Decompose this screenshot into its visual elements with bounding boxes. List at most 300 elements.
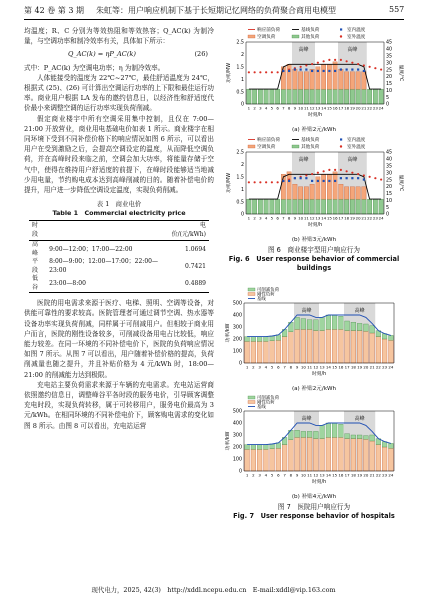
bar-rigid-load — [332, 437, 337, 471]
table-cell: 0.4889 — [163, 275, 209, 293]
x-tick-label: 9 — [295, 364, 299, 370]
outdoor-temp-point — [323, 170, 325, 172]
legend-label: 基线 — [257, 297, 266, 302]
x-tick-label: 12 — [309, 105, 315, 111]
bar-rigid-load — [382, 339, 387, 363]
x-tick-label: 20 — [355, 215, 361, 221]
bar-rigid-load — [264, 449, 269, 471]
legend-label: 基线负荷 — [301, 138, 320, 143]
bar-rigid-load — [382, 447, 387, 471]
y-tick-label: 0 — [238, 469, 242, 475]
outdoor-temp-point — [259, 71, 261, 73]
bar-ac-load — [310, 184, 314, 199]
indoor-temp-point — [311, 70, 313, 72]
bar-reducible-load — [264, 445, 269, 450]
paragraph: 人体能接受的温度为 22℃~27℃，最佳舒适温度为 24℃，根据式 (25)、(26) 可计算出空调运行功率的上下限和最佳运行功率。商业用户根据 LA 发布的邀约信息日，以经济性和舒适度代价最小来调整空调的运行功率实现负荷削减。 — [24, 73, 214, 113]
bar-reducible-load — [251, 445, 256, 450]
bar-ac-load — [321, 174, 325, 199]
x-tick-label: 14 — [321, 215, 327, 221]
fig7a-chart — [224, 287, 404, 383]
bar-reducible-load — [245, 337, 250, 342]
outdoor-temp-point — [271, 71, 273, 73]
legend-label: 基线 — [257, 405, 266, 410]
bar-reducible-load — [270, 444, 275, 449]
x-tick-label: 5 — [270, 105, 274, 111]
table-caption-en: Table 1 Commercial electricity price — [52, 209, 186, 218]
y2-tick-label: 5 — [386, 95, 390, 101]
y-tick-label: 2 — [240, 53, 244, 59]
x-tick-label: 3 — [258, 472, 261, 478]
outdoor-temp-point — [311, 63, 313, 65]
bar-reducible-load — [370, 326, 375, 333]
equation-26 — [24, 46, 214, 62]
outdoor-temp-point — [351, 172, 353, 174]
page-number: 557 — [389, 5, 405, 14]
x-tick-label: 2 — [252, 364, 255, 370]
x-tick-label: 16 — [332, 215, 338, 221]
y2-tick-label: 0 — [386, 212, 390, 218]
bar-reducible-load — [264, 337, 269, 342]
bar-rigid-load — [314, 439, 319, 471]
outdoor-temp-point — [254, 181, 256, 183]
legend-swatch-ac — [248, 145, 255, 148]
bar-other-load — [350, 89, 354, 104]
bar-reducible-load — [351, 435, 356, 439]
x-tick-label: 21 — [361, 105, 367, 111]
bar-other-load — [247, 89, 251, 104]
table-cell: 1.0694 — [185, 245, 206, 253]
bar-reducible-load — [389, 443, 394, 448]
y-tick-label: 400 — [232, 313, 242, 319]
peak-label: 高峰 — [298, 157, 309, 163]
indoor-temp-point — [357, 177, 359, 179]
x-tick-label: 19 — [349, 105, 355, 111]
bar-reducible-load — [257, 445, 262, 450]
bar-other-load — [293, 199, 297, 214]
x-tick-label: 15 — [326, 105, 332, 111]
fig7-caption-en: Fig. 7 User response behavior of hospitals — [233, 512, 395, 520]
outdoor-temp-point — [334, 59, 336, 61]
bar-other-load — [362, 89, 366, 104]
fig7a-svg — [224, 287, 404, 379]
outdoor-temp-point — [248, 71, 250, 73]
bar-reducible-load — [295, 317, 300, 329]
x-tick-label: 4 — [264, 105, 268, 111]
x-tick-label: 16 — [338, 472, 344, 478]
y-tick-label: 0 — [240, 102, 244, 108]
bar-rigid-load — [282, 337, 287, 363]
bar-other-load — [310, 199, 314, 214]
bar-rigid-load — [257, 449, 262, 471]
page-footer: 现代电力，2025, 42(3) http://xddl.ncepu.edu.cn E-mail:xddl@vip.163.com — [91, 586, 336, 594]
bar-other-load — [258, 199, 262, 214]
bar-rigid-load — [345, 439, 350, 471]
bar-ac-load — [333, 172, 337, 199]
x-tick-label: 24 — [378, 215, 384, 221]
outdoor-temp-point — [346, 170, 348, 172]
bar-ac-load — [356, 72, 360, 89]
bar-other-load — [281, 89, 285, 104]
x-tick-label: 1 — [247, 215, 251, 221]
bar-ac-load — [350, 187, 354, 199]
left-column — [24, 26, 214, 431]
indoor-temp-point — [340, 177, 342, 179]
x-tick-label: 6 — [277, 364, 280, 370]
bar-reducible-load — [301, 319, 306, 330]
bar-other-load — [339, 199, 343, 214]
fig7b-chart — [224, 395, 404, 491]
x-tick-label: 1 — [245, 472, 249, 478]
legend-swatch-other — [292, 145, 299, 148]
indoor-temp-point — [288, 70, 290, 72]
bar-ac-load — [293, 184, 297, 199]
bar-reducible-load — [320, 425, 325, 438]
bar-reducible-load — [270, 336, 275, 341]
x-tick-label: 20 — [363, 364, 369, 370]
y2-tick-label: 45 — [386, 150, 393, 156]
bar-rigid-load — [289, 332, 294, 363]
fig7a-caption: (a) 补贴2元/kWh — [291, 386, 337, 392]
y2-tick-label: 45 — [386, 40, 393, 46]
indoor-temp-point — [300, 177, 302, 179]
bar-rigid-load — [320, 439, 325, 471]
outdoor-temp-point — [271, 181, 273, 183]
peak-label: 高峰 — [347, 157, 358, 163]
x-tick-label: 1 — [247, 105, 251, 111]
bar-rigid-load — [276, 448, 281, 471]
bar-ac-load — [327, 174, 331, 199]
x-tick-label: 21 — [369, 364, 375, 370]
x-tick-label: 6 — [277, 472, 280, 478]
outdoor-temp-point — [323, 60, 325, 62]
bar-reducible-load — [389, 335, 394, 340]
x-tick-label: 14 — [321, 105, 327, 111]
legend-label: 基线负荷 — [301, 28, 320, 33]
paragraph: 均温度；R、C 分别为等效热阻和等效热容；Q_AC(k) 为制冷量，与空调功率和制冷效率有关，具体如下所示： — [24, 27, 214, 46]
indoor-temp-point — [305, 177, 307, 179]
y2-axis-label: 温度/℃ — [398, 64, 403, 82]
y2-tick-label: 20 — [386, 75, 393, 81]
header-rule — [24, 19, 404, 20]
bar-other-load — [316, 199, 320, 214]
legend-label: 响应前负荷 — [257, 28, 280, 33]
y2-axis-label: 温度/℃ — [398, 174, 403, 192]
x-tick-label: 6 — [276, 105, 279, 111]
bar-reducible-load — [364, 436, 369, 440]
indoor-temp-point — [282, 70, 284, 72]
y-tick-label: 300 — [232, 433, 242, 439]
bar-reducible-load — [257, 337, 262, 342]
x-tick-label: 15 — [332, 472, 338, 478]
bar-reducible-load — [320, 317, 325, 330]
outdoor-temp-point — [328, 59, 330, 61]
indoor-temp-point — [300, 68, 302, 70]
bar-other-load — [356, 89, 360, 104]
y-tick-label: 1 — [240, 77, 244, 83]
paragraph: 假定商业楼宇中所有空调采用集中控制，且仅在 7:00—21:00 开放营业，商业用电基础电价如表 1 所示。商业楼宇在相同环境下受到不同补偿价格下的响应情况如图 6 所示，可以看出用户在受到激励之后，会提高空调设定的温度，从而降低空调负荷，并在高峰时段来临之前，空调会加大功率，将能量存储于空气中，使得在维持用户舒适度的前提下，在峰时段能够适当地减少用电量，节约购电成本达到高峰削减的目的。随着补偿电价的提升，用户进一步降低空调设定温度，实现负荷削减。 — [24, 114, 214, 195]
x-tick-label: 8 — [287, 105, 291, 111]
x-tick-label: 2 — [253, 215, 256, 221]
running-title: 朱虹等：用户响应机制下基于长短期记忆网络的负荷聚合商用电模型 — [96, 6, 336, 15]
table-cell: 23:00—8:00 — [46, 275, 163, 293]
price-table — [29, 220, 209, 293]
y2-tick-label: 0 — [386, 102, 390, 108]
bar-other-load — [367, 199, 371, 214]
x-tick-label: 20 — [363, 472, 369, 478]
fig6a-chart — [224, 26, 404, 124]
y2-tick-label: 5 — [386, 205, 390, 211]
indoor-temp-point — [323, 70, 325, 72]
bar-rigid-load — [332, 329, 337, 363]
outdoor-temp-point — [351, 62, 353, 64]
x-tick-label: 11 — [303, 105, 309, 111]
bar-reducible-load — [364, 324, 369, 331]
bar-rigid-load — [270, 449, 275, 471]
bar-rigid-load — [370, 333, 375, 363]
table-header: 电价/(元/kWh) — [163, 221, 209, 241]
bar-reducible-load — [332, 315, 337, 329]
bar-rigid-load — [295, 437, 300, 471]
y-tick-label: 2.5 — [236, 150, 244, 156]
y-tick-label: 100 — [232, 349, 242, 355]
bar-reducible-load — [345, 434, 350, 439]
table-row — [29, 275, 209, 293]
x-axis-label: 时刻/h — [307, 223, 323, 228]
bar-ac-load — [339, 184, 343, 199]
y2-tick-label: 25 — [386, 178, 393, 184]
bar-rigid-load — [389, 340, 394, 363]
y2-tick-label: 20 — [386, 185, 393, 191]
peak-label: 高峰 — [354, 416, 365, 422]
outdoor-temp-point — [277, 71, 279, 73]
x-tick-label: 3 — [258, 364, 261, 370]
y2-tick-label: 30 — [386, 171, 393, 177]
x-tick-label: 23 — [372, 215, 378, 221]
outdoor-temp-point — [374, 177, 376, 179]
x-tick-label: 17 — [344, 472, 350, 478]
bar-reducible-load — [307, 320, 312, 330]
legend-swatch-reducible — [248, 396, 255, 399]
bar-other-load — [252, 199, 256, 214]
y2-tick-label: 15 — [386, 82, 393, 88]
outdoor-temp-point — [317, 172, 319, 174]
y2-tick-label: 10 — [386, 88, 393, 94]
bar-rigid-load — [357, 439, 362, 471]
bar-rigid-load — [389, 448, 394, 471]
y2-tick-label: 25 — [386, 68, 393, 74]
bar-rigid-load — [301, 329, 306, 363]
bar-other-load — [321, 199, 325, 214]
outdoor-temp-point — [265, 71, 267, 73]
bar-rigid-load — [289, 440, 294, 471]
bar-rigid-load — [245, 449, 250, 471]
fig6-caption-cn: 图 6 商业楼宇型用户响应行为 — [267, 246, 360, 254]
bar-reducible-load — [314, 431, 319, 438]
bar-reducible-load — [307, 431, 312, 437]
bar-other-load — [373, 199, 377, 214]
bar-rigid-load — [320, 331, 325, 363]
bar-rigid-load — [301, 437, 306, 471]
y-tick-label: 1.5 — [236, 65, 244, 71]
x-tick-label: 9 — [293, 105, 297, 111]
y-axis-label: 功率/MW — [227, 62, 232, 84]
bar-reducible-load — [357, 435, 362, 439]
y-tick-label: 0.5 — [236, 90, 244, 96]
y2-tick-label: 40 — [386, 157, 393, 163]
legend-swatch-reducible — [248, 288, 255, 291]
x-tick-label: 22 — [367, 215, 373, 221]
legend-label: 室内温度 — [347, 138, 366, 143]
outdoor-temp-point — [357, 173, 359, 175]
outdoor-temp-point — [305, 174, 307, 176]
table-cell: 低谷 — [29, 275, 46, 293]
x-tick-label: 18 — [350, 364, 356, 370]
bar-other-load — [293, 89, 297, 104]
journal-volume: 第 42 卷 第 3 期 — [24, 6, 84, 15]
fig6b-svg — [224, 136, 404, 230]
x-tick-label: 11 — [307, 364, 313, 370]
bar-other-load — [321, 89, 325, 104]
legend-label: 其他负荷 — [301, 35, 320, 40]
bar-rigid-load — [345, 331, 350, 363]
bar-other-load — [327, 199, 331, 214]
legend-swatch-indoor — [340, 138, 342, 140]
bar-rigid-load — [326, 329, 331, 363]
indoor-temp-point — [305, 68, 307, 70]
x-tick-label: 4 — [264, 472, 268, 478]
indoor-temp-point — [351, 68, 353, 70]
bar-reducible-load — [276, 335, 281, 340]
outdoor-temp-point — [340, 59, 342, 61]
bar-ac-load — [321, 64, 325, 89]
bar-ac-load — [287, 64, 291, 89]
table-cell: 8:00—9:00；12:00—17:00；22:00—23:00 — [49, 258, 158, 274]
bar-reducible-load — [370, 435, 375, 441]
x-tick-label: 19 — [349, 215, 355, 221]
bar-ac-load — [362, 187, 366, 199]
fig6-caption-en: Fig. 6 User response behavior of commercial buildings — [228, 255, 400, 272]
indoor-temp-point — [328, 180, 330, 182]
bar-reducible-load — [295, 430, 300, 437]
bar-rigid-load — [339, 437, 344, 471]
x-tick-label: 3 — [259, 215, 262, 221]
bar-reducible-load — [339, 424, 344, 437]
bar-rigid-load — [251, 449, 256, 471]
x-tick-label: 10 — [298, 215, 304, 221]
indoor-temp-point — [363, 178, 365, 180]
indoor-temp-point — [357, 68, 359, 70]
x-tick-label: 19 — [357, 364, 363, 370]
y-tick-label: 1.5 — [236, 175, 244, 181]
x-tick-label: 2 — [253, 105, 256, 111]
indoor-temp-point — [317, 70, 319, 72]
y-tick-label: 400 — [232, 421, 242, 427]
legend-label: 可削减负荷 — [257, 288, 279, 293]
outdoor-temp-point — [259, 181, 261, 183]
x-tick-label: 21 — [361, 215, 367, 221]
outdoor-temp-point — [317, 62, 319, 64]
x-tick-label: 11 — [303, 215, 309, 221]
outdoor-temp-point — [380, 68, 382, 70]
bar-other-load — [333, 199, 337, 214]
bar-other-load — [344, 89, 348, 104]
legend-label: 响应前负荷 — [257, 138, 280, 143]
indoor-temp-point — [282, 180, 284, 182]
y-axis-label: 功率/kW — [226, 431, 231, 451]
indoor-temp-point — [317, 180, 319, 182]
x-tick-label: 9 — [293, 215, 297, 221]
x-tick-label: 12 — [309, 215, 315, 221]
outdoor-temp-point — [374, 67, 376, 69]
legend-label: 室外温度 — [347, 145, 366, 150]
bar-rigid-load — [270, 341, 275, 363]
bar-reducible-load — [251, 337, 256, 342]
y2-tick-label: 40 — [386, 47, 393, 53]
bar-other-load — [373, 89, 377, 104]
x-tick-label: 14 — [325, 472, 331, 478]
x-tick-label: 23 — [382, 364, 388, 370]
x-tick-label: 4 — [264, 215, 268, 221]
y-axis-label: 功率/kW — [226, 323, 231, 343]
table-header: 时段 — [29, 221, 46, 241]
bar-other-load — [333, 89, 337, 104]
x-tick-label: 17 — [344, 364, 350, 370]
bar-ac-load — [287, 172, 291, 199]
bar-ac-load — [298, 72, 302, 89]
x-tick-label: 16 — [338, 364, 344, 370]
x-tick-label: 24 — [378, 105, 384, 111]
bar-reducible-load — [276, 443, 281, 448]
bar-ac-load — [333, 62, 337, 89]
legend-swatch-outdoor — [340, 145, 342, 147]
x-tick-label: 13 — [319, 364, 325, 370]
indoor-temp-point — [323, 180, 325, 182]
bar-rigid-load — [307, 329, 312, 363]
peak-label: 高峰 — [354, 308, 365, 314]
paragraph: 医院的用电需求来源于医疗、电梯、照明、空调等设备，对供能可靠性的要求较高。医院管理者可通过调节空调、热水器等设备功率实现负荷削减，同样属于可削减用户。但相较于商业用户而言，医院的刚性设备较多，可削减设备用电占比较低，响应能力较差。在同一环境的不同补偿电价下，医院的负荷响应情况如图 7 所示。从图 7 可以看出，用户随着补偿价格的提高，负荷削减量也随之提升，并且补贴价格为 4 元/kWh 时，18:00—21:00 的削减能力达到极限。 — [24, 299, 214, 379]
y2-tick-label: 10 — [386, 198, 393, 204]
outdoor-temp-point — [357, 63, 359, 65]
page-header — [0, 0, 427, 22]
legend-label: 空调负荷 — [257, 145, 276, 150]
bar-other-load — [367, 89, 371, 104]
bar-ac-load — [293, 69, 297, 89]
indoor-temp-point — [340, 68, 342, 70]
legend-swatch-outdoor — [340, 35, 342, 37]
x-tick-label: 6 — [276, 215, 279, 221]
indoor-temp-point — [288, 180, 290, 182]
x-tick-label: 24 — [388, 364, 394, 370]
y-tick-label: 0.5 — [236, 200, 244, 206]
indoor-temp-point — [294, 68, 296, 70]
table-cell: 9:00—12:00；17:00—22:00 — [49, 245, 133, 253]
y2-tick-label: 30 — [386, 61, 393, 67]
bar-other-load — [327, 89, 331, 104]
bar-rigid-load — [264, 341, 269, 363]
bar-rigid-load — [351, 439, 356, 471]
bar-ac-load — [310, 69, 314, 89]
y-axis-label: 功率/MW — [227, 172, 232, 194]
x-tick-label: 7 — [283, 472, 286, 478]
legend-swatch-rigid — [248, 401, 255, 404]
indoor-temp-point — [328, 70, 330, 72]
outdoor-temp-point — [311, 173, 313, 175]
table-cell: 高峰 — [32, 241, 39, 257]
legend-swatch-indoor — [340, 28, 342, 30]
indoor-temp-point — [334, 180, 336, 182]
bar-ac-load — [350, 72, 354, 89]
bar-rigid-load — [370, 441, 375, 471]
